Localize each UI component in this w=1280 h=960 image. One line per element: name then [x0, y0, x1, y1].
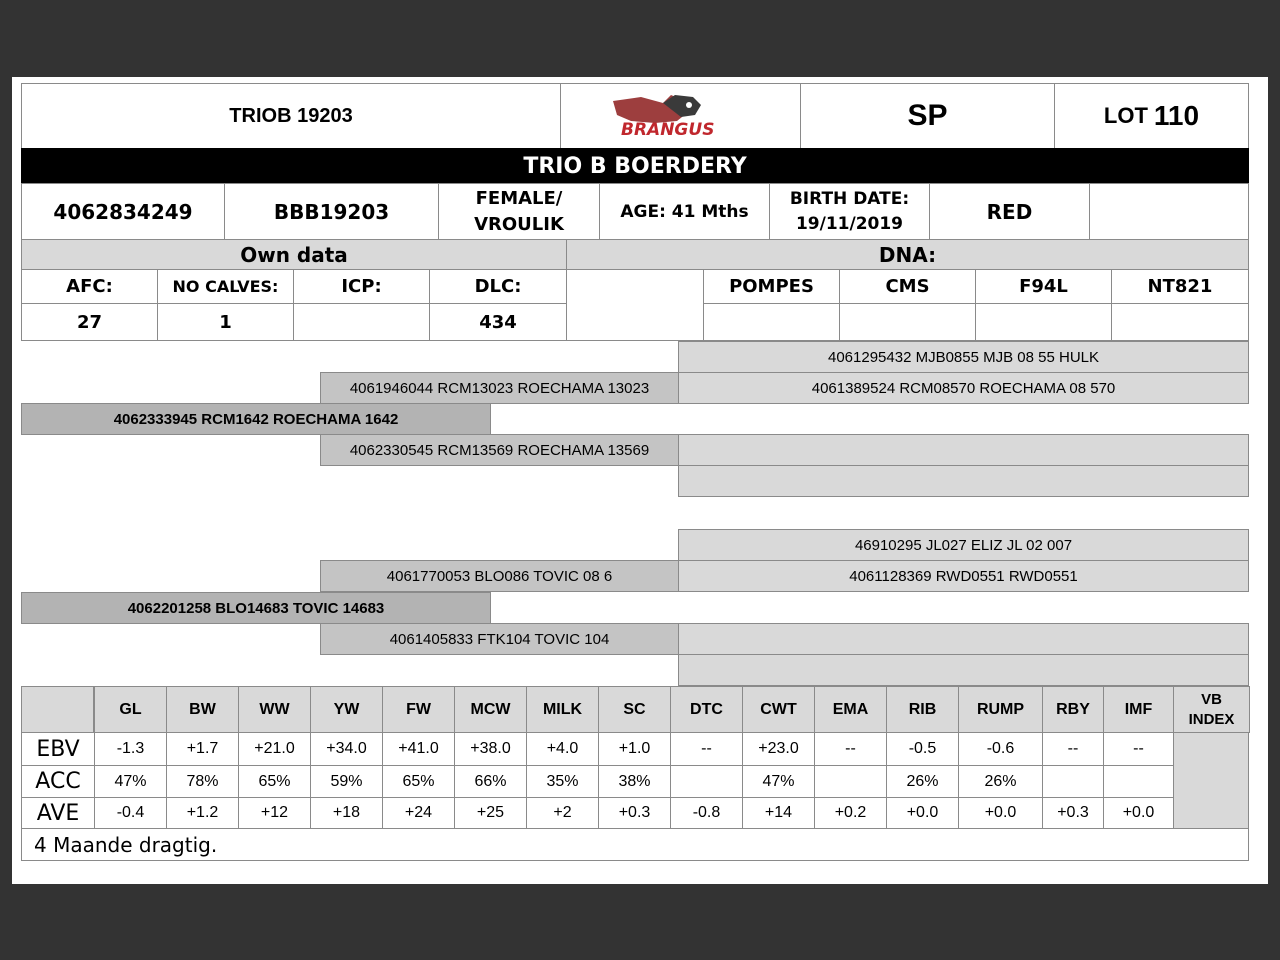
ebv-value-cell: +4.0: [526, 732, 599, 766]
ebv-value-cell: -1.3: [94, 732, 167, 766]
ebv-col-header: MCW: [454, 686, 527, 733]
ebv-value-cell: 59%: [310, 765, 383, 798]
lot-number: 110: [1153, 100, 1200, 131]
note: 4 Maande dragtig.: [21, 828, 1249, 861]
ebv-col-header: RBY: [1042, 686, 1104, 733]
ebv-col-header: GL: [94, 686, 167, 733]
ebv-value-cell: +38.0: [454, 732, 527, 766]
own-value-dlc: 434: [429, 303, 567, 341]
ebv-col-header: RUMP: [958, 686, 1043, 733]
dna-title: DNA:: [566, 239, 1249, 270]
own-label-afc: AFC:: [21, 269, 158, 304]
ebv-value-cell: [670, 765, 743, 798]
ebv-value-cell: 78%: [166, 765, 239, 798]
lot-cell: [1054, 83, 1249, 149]
ebv-col-header: DTC: [670, 686, 743, 733]
ebv-value-cell: +14: [742, 797, 815, 829]
animal-tag: BBB19203: [224, 183, 439, 240]
ebv-col-header: VB INDEX: [1173, 686, 1250, 733]
ebv-value-cell: [1042, 765, 1104, 798]
ebv-value-cell: +1.2: [166, 797, 239, 829]
ebv-value-cell: 26%: [886, 765, 959, 798]
pedigree-sire-dam: 4062330545 RCM13569 ROECHAMA 13569: [320, 434, 679, 466]
ebv-value-cell: +0.0: [886, 797, 959, 829]
ebv-value-cell: -0.8: [670, 797, 743, 829]
pedigree-dam-dam-dam: [678, 654, 1249, 686]
ebv-row-label: ACC: [21, 765, 95, 798]
pedigree-dam: 4062201258 BLO14683 TOVIC 14683: [21, 592, 491, 624]
ebv-value-cell: 38%: [598, 765, 671, 798]
dna-value-cms: [839, 303, 976, 341]
vb-index-value: [1173, 732, 1249, 829]
sex-field: FEMALE/ VROULIK: [438, 183, 600, 240]
own-label-dlc: DLC:: [429, 269, 567, 304]
ebv-col-header: SC: [598, 686, 671, 733]
colour-field: RED: [929, 183, 1090, 240]
own-value-no-calves: 1: [157, 303, 294, 341]
ebv-value-cell: +21.0: [238, 732, 311, 766]
grade-badge: SP: [800, 83, 1055, 149]
own-label-no-calves: NO CALVES:: [157, 269, 294, 304]
ebv-value-cell: +24: [382, 797, 455, 829]
ebv-row-label: AVE: [21, 797, 95, 829]
birth-date-label: BIRTH DATE:: [789, 188, 910, 209]
pedigree-dam-sire-sire: 46910295 JL027 ELIZ JL 02 007: [678, 529, 1249, 561]
registration-number: 4062834249: [21, 183, 225, 240]
ebv-value-cell: +0.2: [814, 797, 887, 829]
dna-value-pompes: [703, 303, 840, 341]
birth-date-field: [769, 183, 930, 240]
pedigree-dam-sire: 4061770053 BLO086 TOVIC 08 6: [320, 560, 679, 592]
dna-label-pompes: POMPES: [703, 269, 840, 304]
ebv-col-header: FW: [382, 686, 455, 733]
own-data-title: Own data: [21, 239, 567, 270]
brangus-logo: [560, 83, 801, 149]
dna-label-nt821: NT821: [1111, 269, 1249, 304]
ebv-value-cell: +0.0: [958, 797, 1043, 829]
ebv-value-cell: 47%: [742, 765, 815, 798]
ebv-col-header: BW: [166, 686, 239, 733]
pedigree-dam-sire-dam: 4061128369 RWD0551 RWD0551: [678, 560, 1249, 592]
ebv-col-header: CWT: [742, 686, 815, 733]
extra-field: [1089, 183, 1249, 240]
pedigree-sire-dam-sire: [678, 434, 1249, 466]
ebv-col-header: RIB: [886, 686, 959, 733]
brangus-logo-icon: [601, 91, 761, 141]
pedigree-dam-dam-sire: [678, 623, 1249, 655]
ebv-value-cell: +34.0: [310, 732, 383, 766]
age-field: AGE: 41 Mths: [599, 183, 770, 240]
ebv-row-label: EBV: [21, 732, 95, 766]
ebv-value-cell: --: [1042, 732, 1104, 766]
ebv-value-cell: -0.6: [958, 732, 1043, 766]
dna-label-f94l: F94L: [975, 269, 1112, 304]
breeder-banner: TRIO B BOERDERY: [21, 148, 1249, 184]
ebv-value-cell: +1.0: [598, 732, 671, 766]
ebv-col-header: MILK: [526, 686, 599, 733]
pedigree-sire-sire: 4061946044 RCM13023 ROECHAMA 13023: [320, 372, 679, 404]
dna-value-nt821: [1111, 303, 1249, 341]
ebv-value-cell: +0.3: [598, 797, 671, 829]
pedigree-sire-sire-dam: 4061389524 RCM08570 ROECHAMA 08 570: [678, 372, 1249, 404]
birth-date-value: 19/11/2019: [795, 213, 904, 234]
ebv-value-cell: +2: [526, 797, 599, 829]
lot-label: LOT: [1103, 103, 1148, 128]
ebv-value-cell: +23.0: [742, 732, 815, 766]
own-value-icp: [293, 303, 430, 341]
own-value-afc: 27: [21, 303, 158, 341]
dna-label-cms: CMS: [839, 269, 976, 304]
ebv-header-corner: [21, 686, 94, 733]
pedigree-sire-dam-dam: [678, 465, 1249, 497]
pedigree-sire: 4062333945 RCM1642 ROECHAMA 1642: [21, 403, 491, 435]
ebv-value-cell: +41.0: [382, 732, 455, 766]
ebv-value-cell: +25: [454, 797, 527, 829]
logo-text: BRANGUS: [620, 120, 714, 140]
ebv-value-cell: +0.0: [1103, 797, 1174, 829]
ebv-value-cell: -0.4: [94, 797, 167, 829]
own-label-icp: ICP:: [293, 269, 430, 304]
ebv-value-cell: 65%: [382, 765, 455, 798]
ebv-value-cell: 26%: [958, 765, 1043, 798]
ebv-col-header: IMF: [1103, 686, 1174, 733]
ebv-col-header: EMA: [814, 686, 887, 733]
ebv-value-cell: 66%: [454, 765, 527, 798]
pedigree-dam-dam: 4061405833 FTK104 TOVIC 104: [320, 623, 679, 655]
lot-sheet: [12, 77, 1268, 884]
ebv-value-cell: 65%: [238, 765, 311, 798]
dna-blank: [566, 269, 704, 341]
ebv-value-cell: --: [670, 732, 743, 766]
animal-id-header: TRIOB 19203: [21, 83, 561, 149]
ebv-value-cell: +0.3: [1042, 797, 1104, 829]
ebv-value-cell: --: [814, 732, 887, 766]
ebv-value-cell: -0.5: [886, 732, 959, 766]
pedigree-sire-sire-sire: 4061295432 MJB0855 MJB 08 55 HULK: [678, 341, 1249, 373]
dna-value-f94l: [975, 303, 1112, 341]
ebv-value-cell: +1.7: [166, 732, 239, 766]
ebv-value-cell: --: [1103, 732, 1174, 766]
ebv-value-cell: 35%: [526, 765, 599, 798]
ebv-value-cell: +18: [310, 797, 383, 829]
ebv-value-cell: +12: [238, 797, 311, 829]
ebv-value-cell: [814, 765, 887, 798]
ebv-value-cell: 47%: [94, 765, 167, 798]
ebv-col-header: YW: [310, 686, 383, 733]
ebv-value-cell: [1103, 765, 1174, 798]
ebv-col-header: WW: [238, 686, 311, 733]
